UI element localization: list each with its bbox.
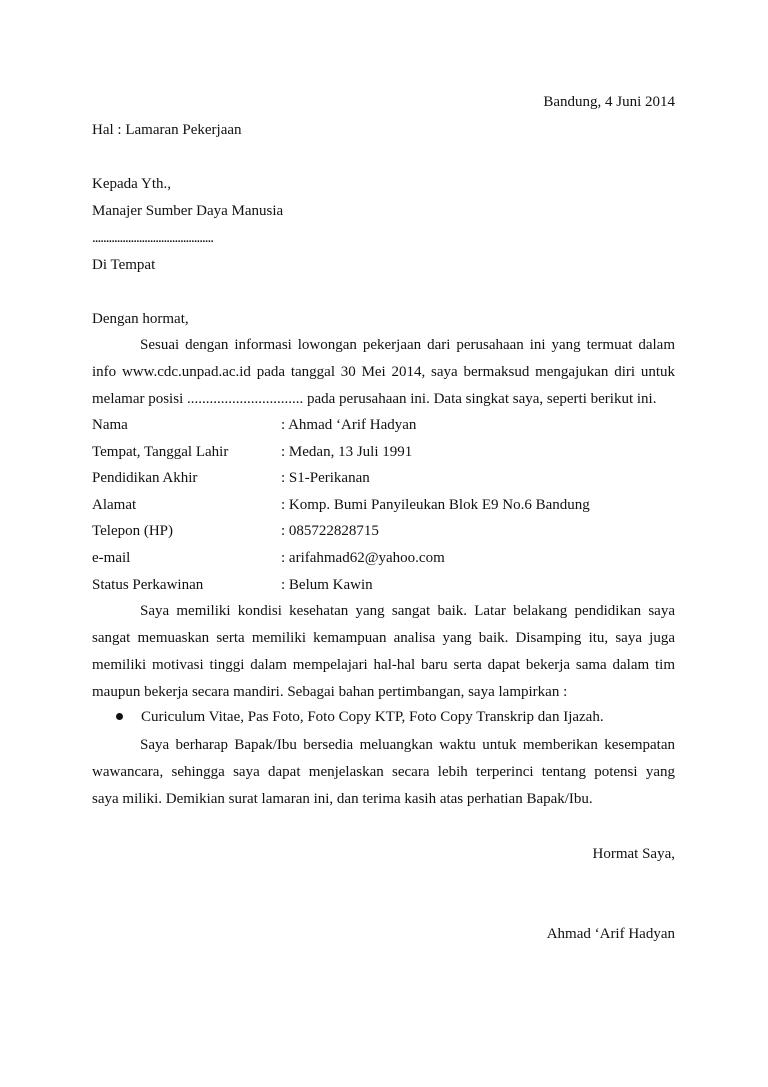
detail-label: Alamat <box>92 497 137 513</box>
intro-line-2: info www.cdc.unpad.ac.id pada tanggal 30 Mei 2014, saya bermaksud mengajukan diri untuk <box>92 364 675 380</box>
recipient-salutation: Kepada Yth., <box>92 176 171 192</box>
detail-label: Pendidikan Akhir <box>92 470 198 486</box>
detail-label: Telepon (HP) <box>92 523 174 539</box>
detail-value: : 085722828715 <box>281 523 379 539</box>
intro-line-1: Sesuai dengan informasi lowongan pekerjaan dari perusahaan ini yang termuat dalam <box>140 337 675 353</box>
detail-label: e-mail <box>92 550 131 566</box>
recipient-company: ............................................ <box>92 230 213 246</box>
body-line-3: memiliki motivasi tinggi dalam mempelajari hal-hal baru serta dapat bekerja sama dalam tim <box>92 657 675 673</box>
place-date: Bandung, 4 Juni 2014 <box>543 94 675 110</box>
detail-value: : Belum Kawin <box>281 577 373 593</box>
body-line-2: sangat memuaskan serta memiliki kemampuan analisa yang baik. Disamping itu, saya juga <box>92 630 675 646</box>
intro-line-3: melamar posisi ............................... pada perusahaan ini. Data singkat saya, seperti berikut ini. <box>92 391 657 407</box>
attachment-item: Curiculum Vitae, Pas Foto, Foto Copy KTP, Foto Copy Transkrip dan Ijazah. <box>141 709 604 725</box>
greeting: Dengan hormat, <box>92 311 189 327</box>
body-line-4: maupun bekerja secara mandiri. Sebagai bahan pertimbangan, saya lampirkan : <box>92 684 568 700</box>
detail-value: : Medan, 13 Juli 1991 <box>281 444 413 460</box>
detail-label: Status Perkawinan <box>92 577 204 593</box>
sign-off: Hormat Saya, <box>592 846 675 862</box>
detail-value: : Ahmad ‘Arif Hadyan <box>281 417 417 433</box>
letter-subject: Hal : Lamaran Pekerjaan <box>92 122 242 138</box>
detail-label: Nama <box>92 417 128 433</box>
closing-line-3: saya miliki. Demikian surat lamaran ini, dan terima kasih atas perhatian Bapak/Ibu. <box>92 791 593 807</box>
body-line-1: Saya memiliki kondisi kesehatan yang sangat baik. Latar belakang pendidikan saya <box>140 603 675 619</box>
detail-value: : arifahmad62@yahoo.com <box>281 550 445 566</box>
detail-label: Tempat, Tanggal Lahir <box>92 444 229 460</box>
bullet-icon <box>116 713 123 720</box>
closing-line-2: wawancara, sehingga saya dapat menjelaskan secara lebih terperinci tentang potensi yang <box>92 764 675 780</box>
recipient-position: Manajer Sumber Daya Manusia <box>92 203 284 219</box>
detail-value: : S1-Perikanan <box>281 470 370 486</box>
signer-name: Ahmad ‘Arif Hadyan <box>546 926 675 942</box>
recipient-location: Di Tempat <box>92 257 156 273</box>
detail-value: : Komp. Bumi Panyileukan Blok E9 No.6 Bandung <box>281 497 590 513</box>
closing-line-1: Saya berharap Bapak/Ibu bersedia meluangkan waktu untuk memberikan kesempatan <box>140 737 675 753</box>
